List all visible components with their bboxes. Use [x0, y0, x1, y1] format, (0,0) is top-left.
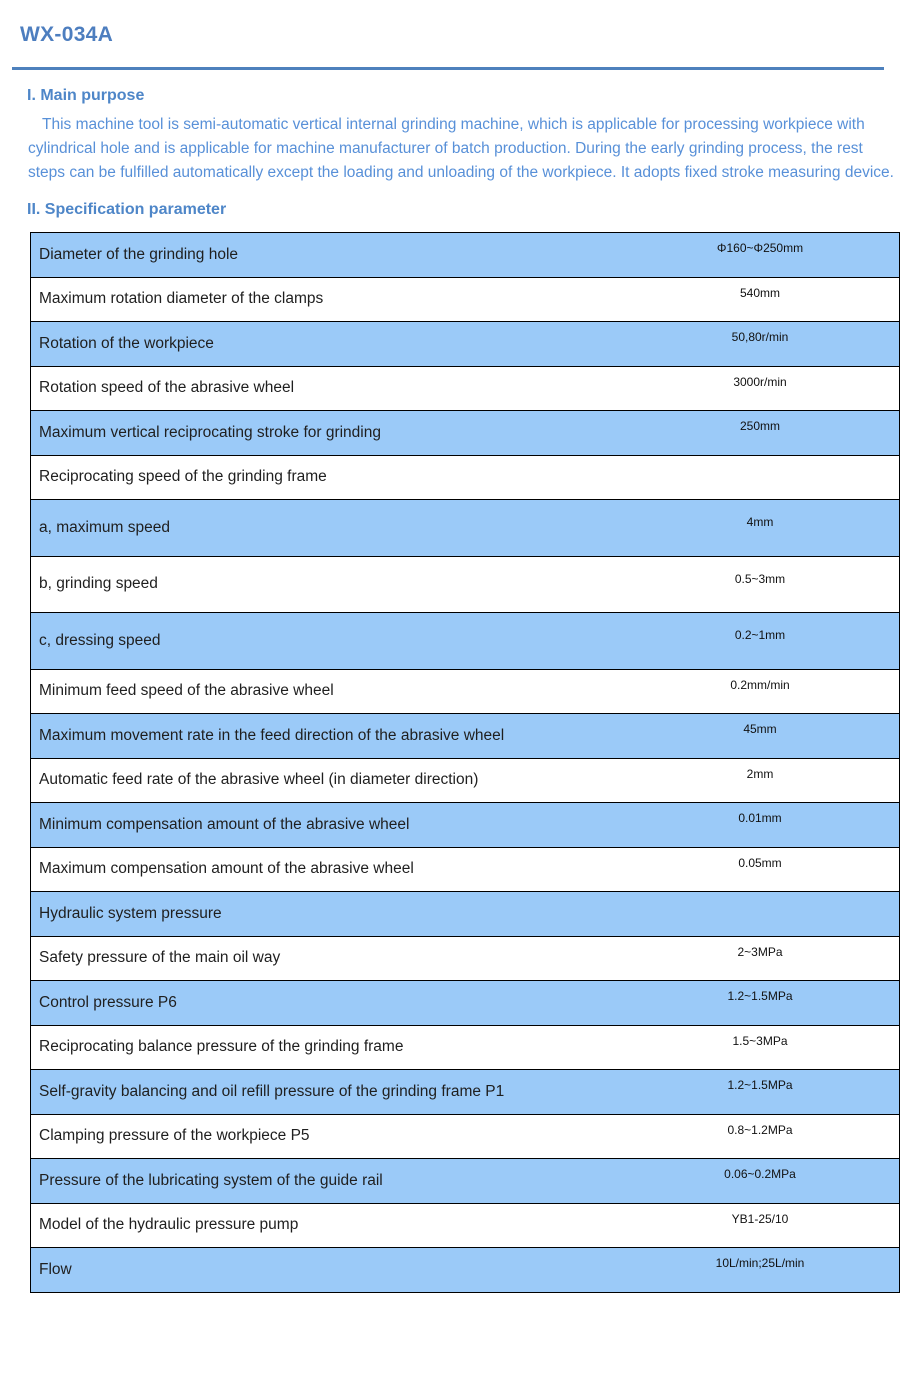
row-label: c, dressing speed [39, 631, 161, 649]
row-label: Maximum movement rate in the feed direction of the abrasive wheel [39, 726, 505, 744]
section-heading-specification: II. Specification parameter [27, 201, 227, 218]
row-value: 0.2~1mm [734, 628, 786, 642]
row-label: Rotation of the workpiece [39, 334, 214, 352]
table-row [31, 670, 899, 715]
row-value: 0.06~0.2MPa [724, 1167, 796, 1181]
row-label: Minimum feed speed of the abrasive wheel [39, 682, 334, 700]
row-value: Φ160~Φ250mm [716, 241, 804, 255]
row-label: Model of the hydraulic pressure pump [39, 1216, 299, 1234]
table-row [31, 1070, 899, 1115]
row-value: 1.2~1.5MPa [727, 1078, 793, 1092]
table-row [31, 803, 899, 848]
table-row [31, 714, 899, 759]
row-value: 45mm [743, 722, 777, 736]
table-row [31, 1026, 899, 1071]
row-value: YB1-25/10 [731, 1211, 789, 1226]
table-row [31, 557, 899, 614]
row-value: 2~3MPa [737, 944, 783, 959]
row-label: Pressure of the lubricating system of the guide rail [39, 1171, 383, 1189]
row-label: Clamping pressure of the workpiece P5 [39, 1127, 310, 1145]
row-value: 0.05mm [738, 855, 782, 870]
table-row [31, 1248, 899, 1293]
row-value: 540mm [739, 285, 780, 300]
table-row [31, 278, 899, 323]
table-row [31, 456, 899, 501]
section-heading-main-purpose: I. Main purpose [27, 87, 145, 104]
row-label: Maximum vertical reciprocating stroke for grinding [39, 423, 381, 441]
table-row [31, 1159, 899, 1204]
table-row [31, 500, 899, 557]
row-label: Minimum compensation amount of the abrasive wheel [39, 815, 410, 833]
row-value: 2mm [746, 766, 774, 781]
row-label: Maximum rotation diameter of the clamps [39, 290, 324, 308]
row-value: 250mm [739, 419, 780, 433]
table-row [31, 322, 899, 367]
row-label: Flow [39, 1260, 72, 1278]
row-value: 1.5~3MPa [732, 1033, 788, 1048]
table-row [31, 411, 899, 456]
table-row [31, 848, 899, 893]
table-row [31, 367, 899, 412]
table-row [31, 981, 899, 1026]
row-label: Diameter of the grinding hole [39, 245, 239, 263]
row-label: Rotation speed of the abrasive wheel [39, 379, 295, 397]
row-value: 0.01mm [738, 811, 782, 825]
table-row [31, 233, 899, 278]
table-row [31, 937, 899, 982]
main-purpose-paragraph: This machine tool is semi-automatic vertical internal grinding machine, which is applicable for processing workpiece with cylindrical hole and is applicable for machine manufacturer of batch production. During the early grinding process, the rest steps can be fulfilled automatically except the loading and unloading of the workpiece. It adopts fixed stroke measuring device. [28, 116, 894, 181]
row-label: a, maximum speed [39, 518, 170, 536]
row-label: Reciprocating speed of the grinding frame [39, 468, 327, 486]
table-row [31, 1115, 899, 1160]
row-label: Reciprocating balance pressure of the grinding frame [39, 1038, 404, 1056]
row-value: 0.8~1.2MPa [727, 1122, 793, 1137]
row-value: 50,80r/min [731, 330, 789, 344]
row-label: Safety pressure of the main oil way [39, 949, 281, 967]
row-label: Control pressure P6 [39, 993, 177, 1011]
row-label: Hydraulic system pressure [39, 904, 222, 922]
title-divider [12, 67, 884, 70]
row-value: 10L/min;25L/min [715, 1256, 805, 1270]
row-label: Self-gravity balancing and oil refill pressure of the grinding frame P1 [39, 1082, 505, 1100]
page-title: WX-034A [20, 23, 114, 46]
row-value: 3000r/min [733, 374, 787, 389]
table-row [31, 892, 899, 937]
row-value: 1.2~1.5MPa [727, 989, 793, 1003]
row-value: 0.5~3mm [734, 571, 786, 586]
spec-table [30, 232, 900, 1293]
row-value: 4mm [746, 515, 774, 529]
row-label: Automatic feed rate of the abrasive wheel (in diameter direction) [39, 771, 479, 789]
row-value: 0.2mm/min [730, 677, 790, 692]
table-row [31, 759, 899, 804]
table-row [31, 613, 899, 670]
table-row [31, 1204, 899, 1249]
row-label: b, grinding speed [39, 575, 158, 593]
row-label: Maximum compensation amount of the abrasive wheel [39, 860, 414, 878]
